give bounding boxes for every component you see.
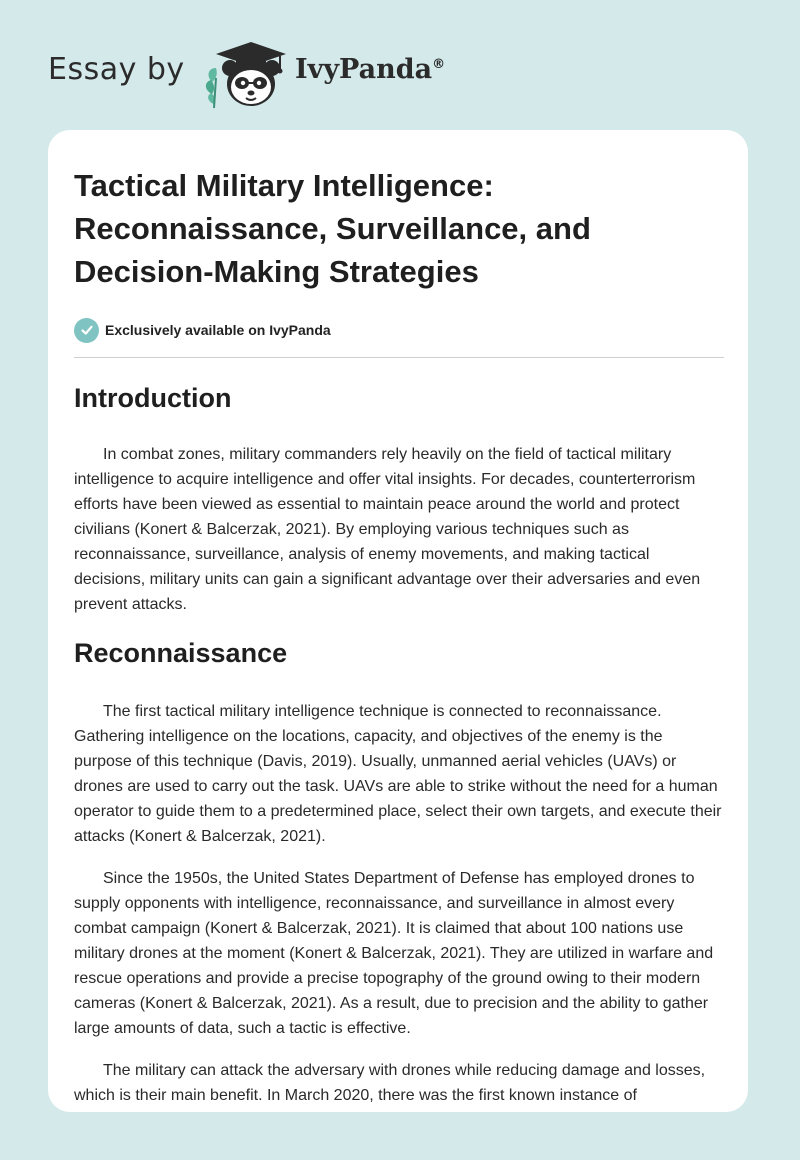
paragraph: The first tactical military intelligence technique is connected to reconnaissance. Gathering intelligence on the locations, capacity, and objectives of the enemy is the purpose of this technique (Davis, 2019). Usually, unmanned aerial vehicles (UAVs) or drones are used to carry out the task. UAVs are able to strike without the need for a human operator to guide them to a predetermined place, select their own targets, and execute their attacks (Konert & Balcerzak, 2021). (74, 703, 722, 845)
brand-name: IvyPanda® (295, 54, 446, 85)
brand-prefix: Essay by (48, 52, 185, 87)
paragraph: The military can attack the adversary with drones while reducing damage and losses, which is their main benefit. In March 2020, there was the first known instance of (74, 1062, 706, 1104)
panda-graduate-icon (202, 38, 292, 110)
paragraph: Since the 1950s, the United States Department of Defense has employed drones to supply opponents with intelligence, reconnaissance, and surveillance in almost every combat campaign (Konert & Balcerzak, 2021). It is claimed that about 100 nations use military drones at the moment (Konert & Balcerzak, 2021). They are utilized in warfare and rescue operations and provide a precise topography of the ground owing to their modern cameras (Konert & Balcerzak, 2021). As a result, due to precision and the ability to gather large amounts of data, such a tactic is effective. (74, 870, 714, 1037)
paragraph: In combat zones, military commanders rely heavily on the field of tactical military intelligence to acquire intelligence and offer vital insights. For decades, counterterrorism efforts have been viewed as essential to maintain peace around the world and protect civilians (Konert & Balcerzak, 2021). By employing various techniques such as reconnaissance, surveillance, analysis of enemy movements, and making tactical decisions, military units can gain a significant advantage over their adversaries and even prevent attacks. (74, 446, 701, 613)
divider (74, 357, 724, 358)
exclusive-label: Exclusively available on IvyPanda (105, 322, 331, 338)
section-heading-introduction: Introduction (74, 383, 232, 413)
exclusive-badge (74, 317, 724, 343)
essay-content (74, 164, 724, 1108)
brand-header (48, 38, 548, 108)
essay-title: Tactical Military Intelligence: Reconnaissance, Surveillance, and Decision-Making Strategies (74, 168, 591, 289)
check-circle-icon (74, 318, 99, 343)
section-heading-reconnaissance: Reconnaissance (74, 638, 288, 668)
essay-card (48, 130, 748, 1112)
